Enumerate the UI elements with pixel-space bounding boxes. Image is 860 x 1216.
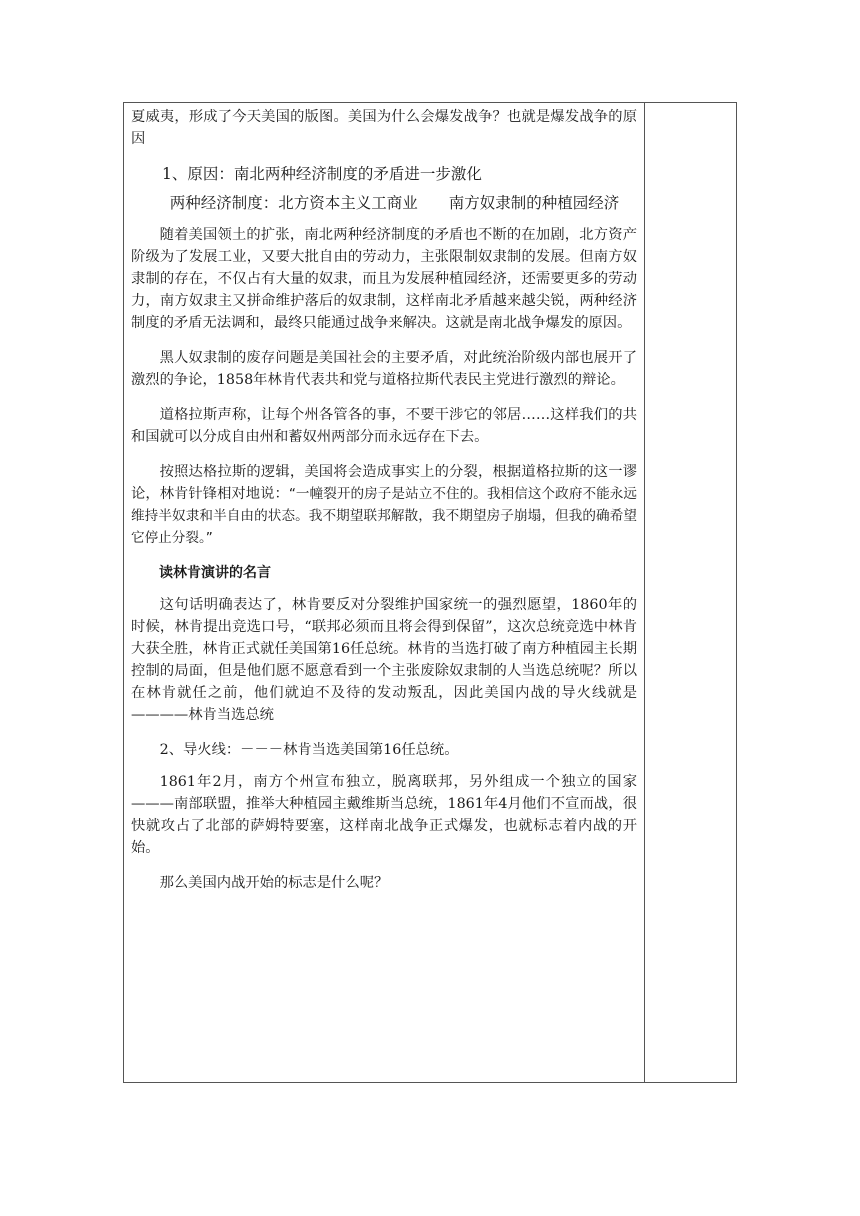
paragraph-lincoln-reply [131, 461, 637, 549]
paragraph-question: 那么美国内战开始的标志是什么呢？ [159, 875, 389, 891]
paragraph-douglas: 道格拉斯声称，让每个州各管各的事，不要干涉它的邻居……这样我们的共和国就可以分成自由州和蓄奴州两部分而永远存在下去。 [131, 407, 637, 445]
column-divider [644, 102, 645, 1083]
paragraph-continuation: 夏威夷，形成了今天美国的版图。美国为什么会爆发战争？也就是爆发战争的原因 [131, 109, 637, 147]
heading-economic-systems: 两种经济制度：北方资本主义工商业 南方奴隶制的种植园经济 [169, 194, 620, 212]
heading-read-speech: 读林肯演讲的名言 [159, 565, 271, 581]
heading-cause: 1、原因：南北两种经济制度的矛盾进一步激化 [162, 165, 482, 183]
heading-fuse: 2、导火线：－－－林肯当选美国第16任总统。 [159, 742, 459, 758]
paragraph-1861: 1861年2月，南方个州宣布独立，脱离联邦，另外组成一个独立的国家———南部联盟，推举大种植园主戴维斯当总统，1861年4月他们不宣而战，很快就攻占了北部的萨姆特要塞，这样南北战争正式爆发，也就标志着内战的开始。 [131, 774, 637, 856]
paragraph-lincoln-election: 这句话明确表达了，林肯要反对分裂维护国家统一的强烈愿望，1860年的时候，林肯提出竞选口号，“联邦必须而且将会得到保留”，这次总统竞选中林肯大获全胜，林肯正式就任美国第16任总统。林肯的当选打破了南方种植园主长期控制的局面，但是他们愿不愿意看到一个主张废除奴隶制的人当选总统呢？所以在林肯就任之前，他们就迫不及待的发动叛乱，因此美国内战的导火线就是————林肯当选总统 [131, 597, 637, 723]
lincoln-quote: “一幢裂开的房子是站立不住的。我相信这个政府不能永远维持半奴隶和半自由的状态。我不期望联邦解散，我不期望房子崩塌，但我的确希望它停止分裂。” [131, 486, 637, 546]
logic-text: 按照达格拉斯的逻辑，美国将会造成事实上的分裂，根据道格拉斯的这一谬论，林肯针锋相对地说： [131, 464, 637, 502]
lesson-content [131, 106, 637, 907]
paragraph-slavery-debate: 黑人奴隶制的废存问题是美国社会的主要矛盾，对此统治阶级内部也展开了激烈的争论，1858年林肯代表共和党与道格拉斯代表民主党进行激烈的辩论。 [131, 350, 637, 388]
paragraph-territory: 随着美国领土的扩张，南北两种经济制度的矛盾也不断的在加剧，北方资产阶级为了发展工业，又要大批自由的劳动力，主张限制奴隶制的发展。但南方奴隶制的存在，不仅占有大量的奴隶，而且为发展种植园经济，还需要更多的劳动力，南方奴隶主又拼命维护落后的奴隶制，这样南北矛盾越来越尖锐，两种经济制度的矛盾无法调和，最终只能通过战争来解决。这就是南北战争爆发的原因。 [131, 227, 637, 331]
